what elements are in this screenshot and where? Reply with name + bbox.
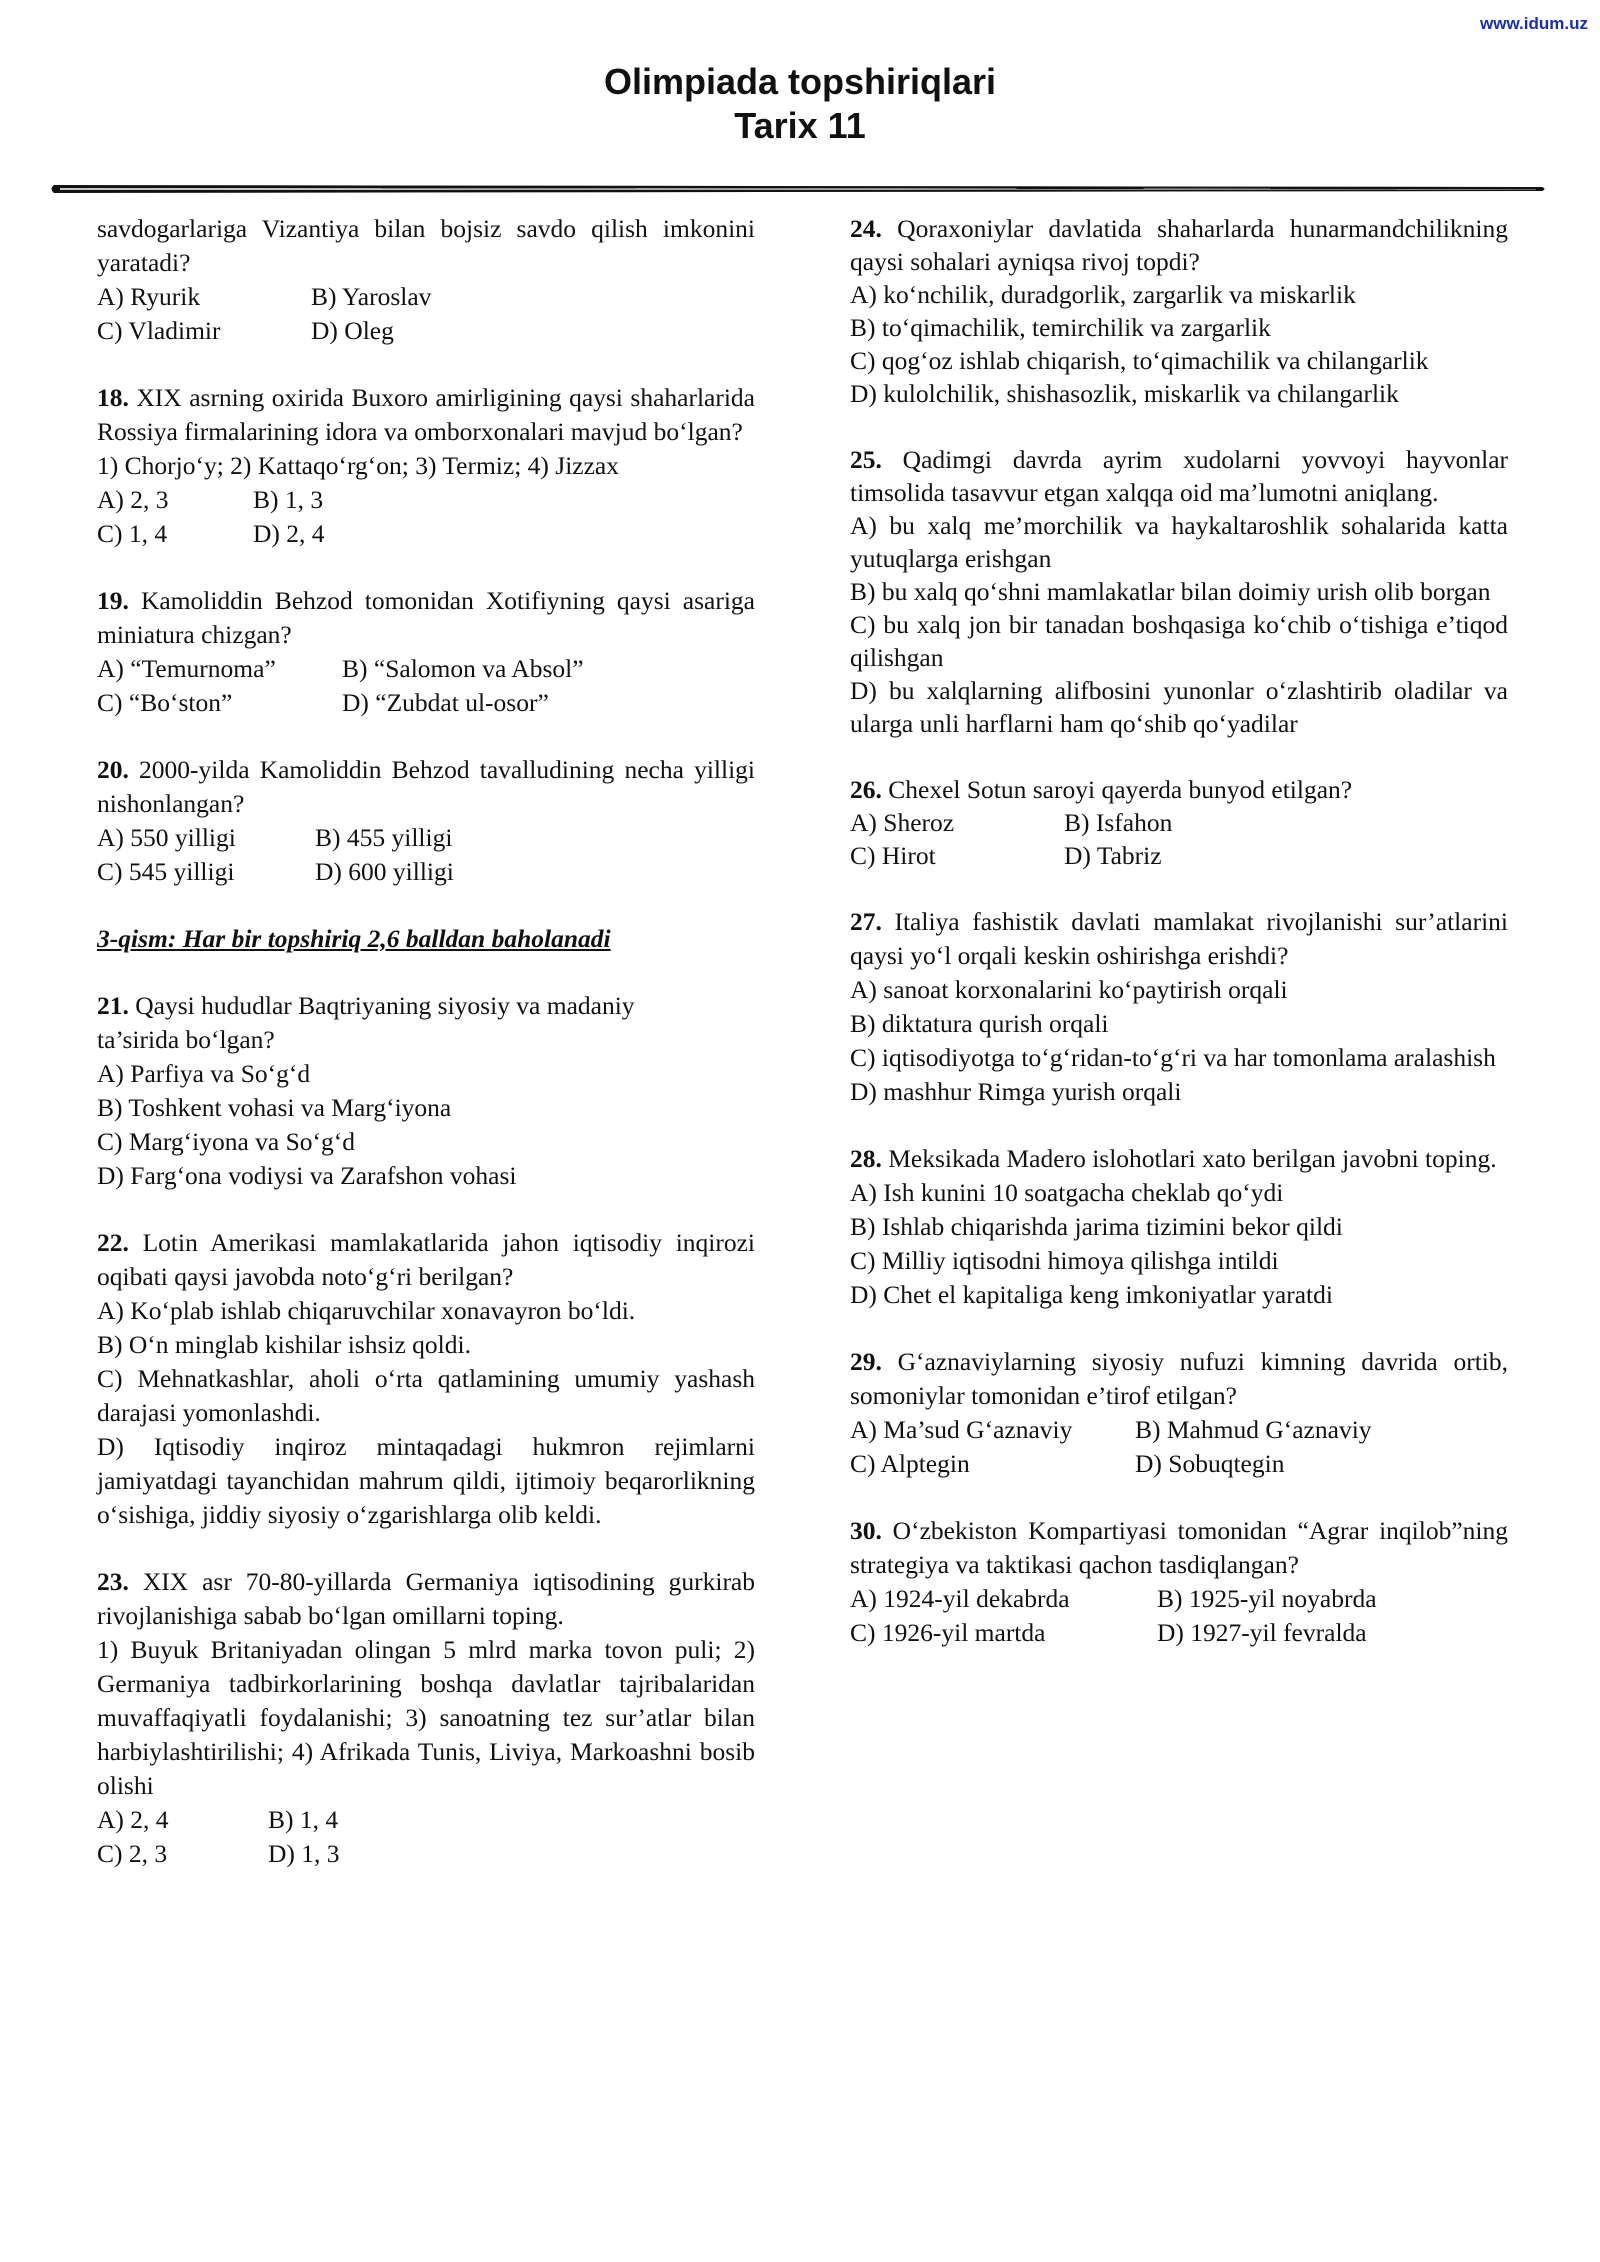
question-28 xyxy=(850,1142,1508,1312)
question-24 xyxy=(850,212,1508,410)
question-text xyxy=(850,773,1508,806)
option-d[interactable]: D) Iqtisodiy inqiroz mintaqadagi hukmron rejimlarni jamiyatdagi tayanchidan mahrum qildi, ijtimoiy beqarorlikning o‘sishiga, jiddiy siyosiy o‘zgarishlarga olib keldi. xyxy=(97,1432,755,1529)
question-text xyxy=(850,1142,1508,1176)
question-stem: Qadimgi davrda ayrim xudolarni yovvoyi hayvonlar timsolida tasavvur etgan xalqqa oid ma’lumotni aniqlang. xyxy=(850,445,1509,507)
site-link[interactable]: www.idum.uz xyxy=(1480,14,1588,33)
question-number: 28. xyxy=(850,1144,882,1173)
question-stem: Italiya fashistik davlati mamlakat rivojlanishi sur’atlarini qaysi yo‘l orqali keskin oshirishga erishdi? xyxy=(850,907,1508,970)
option-a[interactable]: A) Ko‘plab ishlab chiqaruvchilar xonavayron bo‘ldi. xyxy=(97,1296,636,1325)
answer-options xyxy=(97,483,755,551)
option-a[interactable]: A) Ma’sud G‘aznaviy xyxy=(850,1415,1073,1444)
option-c[interactable]: C) “Bo‘ston” xyxy=(97,688,233,717)
statement-list: 1) Chorjo‘y; 2) Kattaqo‘rg‘on; 3) Termiz; 4) Jizzax xyxy=(97,451,620,480)
question-text xyxy=(97,1565,755,1633)
question-text xyxy=(850,1345,1508,1413)
option-d[interactable]: D) bu xalqlarning alifbosini yunonlar o‘zlashtirib oladilar va ularga unli harflarni ham qo‘shib qo‘yadilar xyxy=(850,676,1508,738)
question-29 xyxy=(850,1345,1508,1481)
option-a[interactable]: A) ko‘nchilik, duradgorlik, zargarlik va miskarlik xyxy=(850,280,1356,309)
option-c[interactable]: C) Hirot xyxy=(850,841,936,870)
question-text: savdogarlariga Vizantiya bilan bojsiz savdo qilish imkonini yaratadi? xyxy=(97,214,755,277)
question-stem: 2000-yilda Kamoliddin Behzod tavalludining necha yilligi nishonlangan? xyxy=(97,755,756,818)
question-text xyxy=(97,989,755,1023)
option-d[interactable]: D) Sobuqtegin xyxy=(1135,1449,1285,1478)
question-stem: Lotin Amerikasi mamlakatlarida jahon iqtisodiy inqirozi oqibati qaysi javobda noto‘g‘ri berilgan? xyxy=(97,1228,756,1291)
question-text xyxy=(97,584,755,652)
section-heading: 3-qism: Har bir topshiriq 2,6 balldan baholanadi xyxy=(97,924,611,953)
question-21 xyxy=(97,989,755,1193)
question-23 xyxy=(97,1565,755,1871)
header-divider xyxy=(48,183,1548,195)
page-subtitle: Tarix 11 xyxy=(734,105,866,146)
question-stem: Qoraxoniylar davlatida shaharlarda hunarmandchilikning qaysi sohalari ayniqsa rivoj topdi? xyxy=(850,214,1509,276)
option-b[interactable]: B) Ishlab chiqarishda jarima tizimini bekor qildi xyxy=(850,1212,1343,1241)
option-a[interactable]: A) “Temurnoma” xyxy=(97,654,276,683)
option-d[interactable]: D) Chet el kapitaliga keng imkoniyatlar yaratdi xyxy=(850,1280,1333,1309)
option-a[interactable]: A) Ryurik xyxy=(97,282,201,311)
option-b[interactable]: B) “Salomon va Absol” xyxy=(342,654,584,683)
option-a[interactable]: A) 550 yilligi xyxy=(97,823,236,852)
option-b[interactable]: B) 1, 4 xyxy=(268,1805,339,1834)
page-title: Olimpiada topshiriqlari xyxy=(603,61,997,102)
question-number: 22. xyxy=(97,1228,129,1257)
question-17 xyxy=(97,212,755,348)
option-d[interactable]: D) mashhur Rimga yurish orqali xyxy=(850,1077,1182,1106)
option-a[interactable]: A) 2, 4 xyxy=(97,1805,169,1834)
option-b[interactable]: B) 455 yilligi xyxy=(315,823,453,852)
answer-options xyxy=(850,1582,1508,1650)
option-d[interactable]: D) Farg‘ona vodiysi va Zarafshon vohasi xyxy=(97,1161,517,1190)
question-stem: Chexel Sotun saroyi qayerda bunyod etilgan? xyxy=(888,775,1353,804)
option-b[interactable]: B) to‘qimachilik, temirchilik va zargarlik xyxy=(850,313,1271,342)
option-a[interactable]: A) 2, 3 xyxy=(97,485,169,514)
option-d[interactable]: D) Oleg xyxy=(311,316,394,345)
option-a[interactable]: A) Parfiya va So‘g‘d xyxy=(97,1059,311,1088)
question-number: 18. xyxy=(97,383,129,412)
answer-options xyxy=(97,280,755,348)
question-19 xyxy=(97,584,755,720)
question-text xyxy=(850,1514,1508,1582)
question-26 xyxy=(850,773,1508,872)
answer-options xyxy=(97,1803,755,1871)
option-c[interactable]: C) 2, 3 xyxy=(97,1839,168,1868)
option-d[interactable]: D) 2, 4 xyxy=(253,519,325,548)
option-d[interactable]: D) kulolchilik, shishasozlik, miskarlik va chilangarlik xyxy=(850,379,1399,408)
option-d[interactable]: D) Tabriz xyxy=(1064,841,1162,870)
question-text xyxy=(97,381,755,449)
option-b[interactable]: B) 1, 3 xyxy=(253,485,324,514)
option-c[interactable]: C) 1926-yil martda xyxy=(850,1618,1046,1647)
question-text xyxy=(850,905,1508,973)
question-22 xyxy=(97,1226,755,1532)
question-number: 19. xyxy=(97,586,129,615)
option-a[interactable]: A) sanoat korxonalarini ko‘paytirish orqali xyxy=(850,975,1288,1004)
option-b[interactable]: B) Mahmud G‘aznaviy xyxy=(1135,1415,1372,1444)
option-d[interactable]: D) 600 yilligi xyxy=(315,857,454,886)
option-c[interactable]: C) bu xalq jon bir tanadan boshqasiga ko‘chib o‘tishiga e’tiqod qilishgan xyxy=(850,610,1508,672)
option-c[interactable]: C) Alptegin xyxy=(850,1449,970,1478)
right-column xyxy=(850,212,1508,1683)
left-column xyxy=(97,212,755,1904)
question-stem: Kamoliddin Behzod tomonidan Xotifiyning qaysi asariga miniatura chizgan? xyxy=(97,586,756,649)
title-block xyxy=(0,60,1600,148)
option-c[interactable]: C) Vladimir xyxy=(97,316,221,345)
question-number: 27. xyxy=(850,907,882,936)
question-number: 20. xyxy=(97,755,129,784)
question-stem: XIX asr 70-80-yillarda Germaniya iqtisodining gurkirab rivojlanishiga sabab bo‘lgan omillarni toping. xyxy=(97,1567,756,1630)
option-b[interactable]: B) bu xalq qo‘shni mamlakatlar bilan doimiy urish olib borgan xyxy=(850,577,1491,606)
option-a[interactable]: A) 1924-yil dekabrda xyxy=(850,1584,1070,1613)
option-b[interactable]: B) O‘n minglab kishilar ishsiz qoldi. xyxy=(97,1330,471,1359)
answer-options xyxy=(97,821,755,889)
option-b[interactable]: B) Yaroslav xyxy=(311,282,432,311)
option-b[interactable]: B) diktatura qurish orqali xyxy=(850,1009,1109,1038)
option-a[interactable]: A) bu xalq me’morchilik va haykaltaroshlik sohalarida katta yutuqlarga erishgan xyxy=(850,511,1508,573)
statement-list: 1) Buyuk Britaniyadan olingan 5 mlrd marka tovon puli; 2) Germaniya tadbirkorlarining boshqa davlatlar tajribalaridan muvaffaqiyatli foydalanishi; 3) sanoatning tez sur’atlar bilan harbiylashtirilishi; 4) Afrikada Tunis, Liviya, Markoashni bosib olishi xyxy=(97,1635,755,1800)
question-30 xyxy=(850,1514,1508,1650)
answer-options xyxy=(850,806,1508,872)
question-number: 29. xyxy=(850,1347,882,1376)
answer-options xyxy=(97,652,755,720)
question-text-cont: ta’sirida bo‘lgan? xyxy=(97,1025,275,1054)
question-18 xyxy=(97,381,755,551)
option-c[interactable]: C) Milliy iqtisodni himoya qilishga intildi xyxy=(850,1246,1279,1275)
option-a[interactable]: A) Sheroz xyxy=(850,808,955,837)
question-text xyxy=(850,212,1508,278)
question-text xyxy=(97,753,755,821)
question-number: 26. xyxy=(850,775,882,804)
question-27 xyxy=(850,905,1508,1109)
question-stem: Meksikada Madero islohotlari xato berilgan javobni toping. xyxy=(888,1144,1497,1173)
option-b[interactable]: B) 1925-yil noyabrda xyxy=(1157,1584,1377,1613)
question-number: 30. xyxy=(850,1516,882,1545)
question-text xyxy=(850,443,1508,509)
option-d[interactable]: D) 1927-yil fevralda xyxy=(1157,1618,1367,1647)
question-stem: XIX asrning oxirida Buxoro amirligining qaysi shaharlarida Rossiya firmalarining idora va omborxonalari mavjud bo‘lgan? xyxy=(97,383,755,446)
question-stem: G‘aznaviylarning siyosiy nufuzi kimning davrida ortib, somoniylar tomonidan e’tirof etilgan? xyxy=(850,1347,1509,1410)
option-c[interactable]: C) 545 yilligi xyxy=(97,857,235,886)
question-stem: Qaysi hududlar Baqtriyaning siyosiy va madaniy xyxy=(135,991,635,1020)
option-a[interactable]: A) Ish kunini 10 soatgacha cheklab qo‘ydi xyxy=(850,1178,1284,1207)
option-b[interactable]: B) Toshkent vohasi va Marg‘iyona xyxy=(97,1093,452,1122)
option-c[interactable]: C) qog‘oz ishlab chiqarish, to‘qimachilik va chilangarlik xyxy=(850,346,1429,375)
option-c[interactable]: C) Mehnatkashlar, aholi o‘rta qatlamining umumiy yashash darajasi yomonlashdi. xyxy=(97,1364,755,1427)
option-c[interactable]: C) Marg‘iyona va So‘g‘d xyxy=(97,1127,356,1156)
question-stem: O‘zbekiston Kompartiyasi tomonidan “Agrar inqilob”ning strategiya va taktikasi qachon tasdiqlangan? xyxy=(850,1516,1508,1579)
option-c[interactable]: C) iqtisodiyotga to‘g‘ridan-to‘g‘ri va har tomonlama aralashish xyxy=(850,1043,1496,1072)
question-25 xyxy=(850,443,1508,740)
option-d[interactable]: D) “Zubdat ul-osor” xyxy=(342,688,549,717)
question-number: 23. xyxy=(97,1567,129,1596)
option-c[interactable]: C) 1, 4 xyxy=(97,519,168,548)
question-number: 25. xyxy=(850,445,882,474)
answer-options xyxy=(850,1413,1508,1481)
option-d[interactable]: D) 1, 3 xyxy=(268,1839,340,1868)
question-number: 24. xyxy=(850,214,882,243)
question-20 xyxy=(97,753,755,889)
question-number: 21. xyxy=(97,991,129,1020)
question-text xyxy=(97,1226,755,1294)
option-b[interactable]: B) Isfahon xyxy=(1064,808,1173,837)
